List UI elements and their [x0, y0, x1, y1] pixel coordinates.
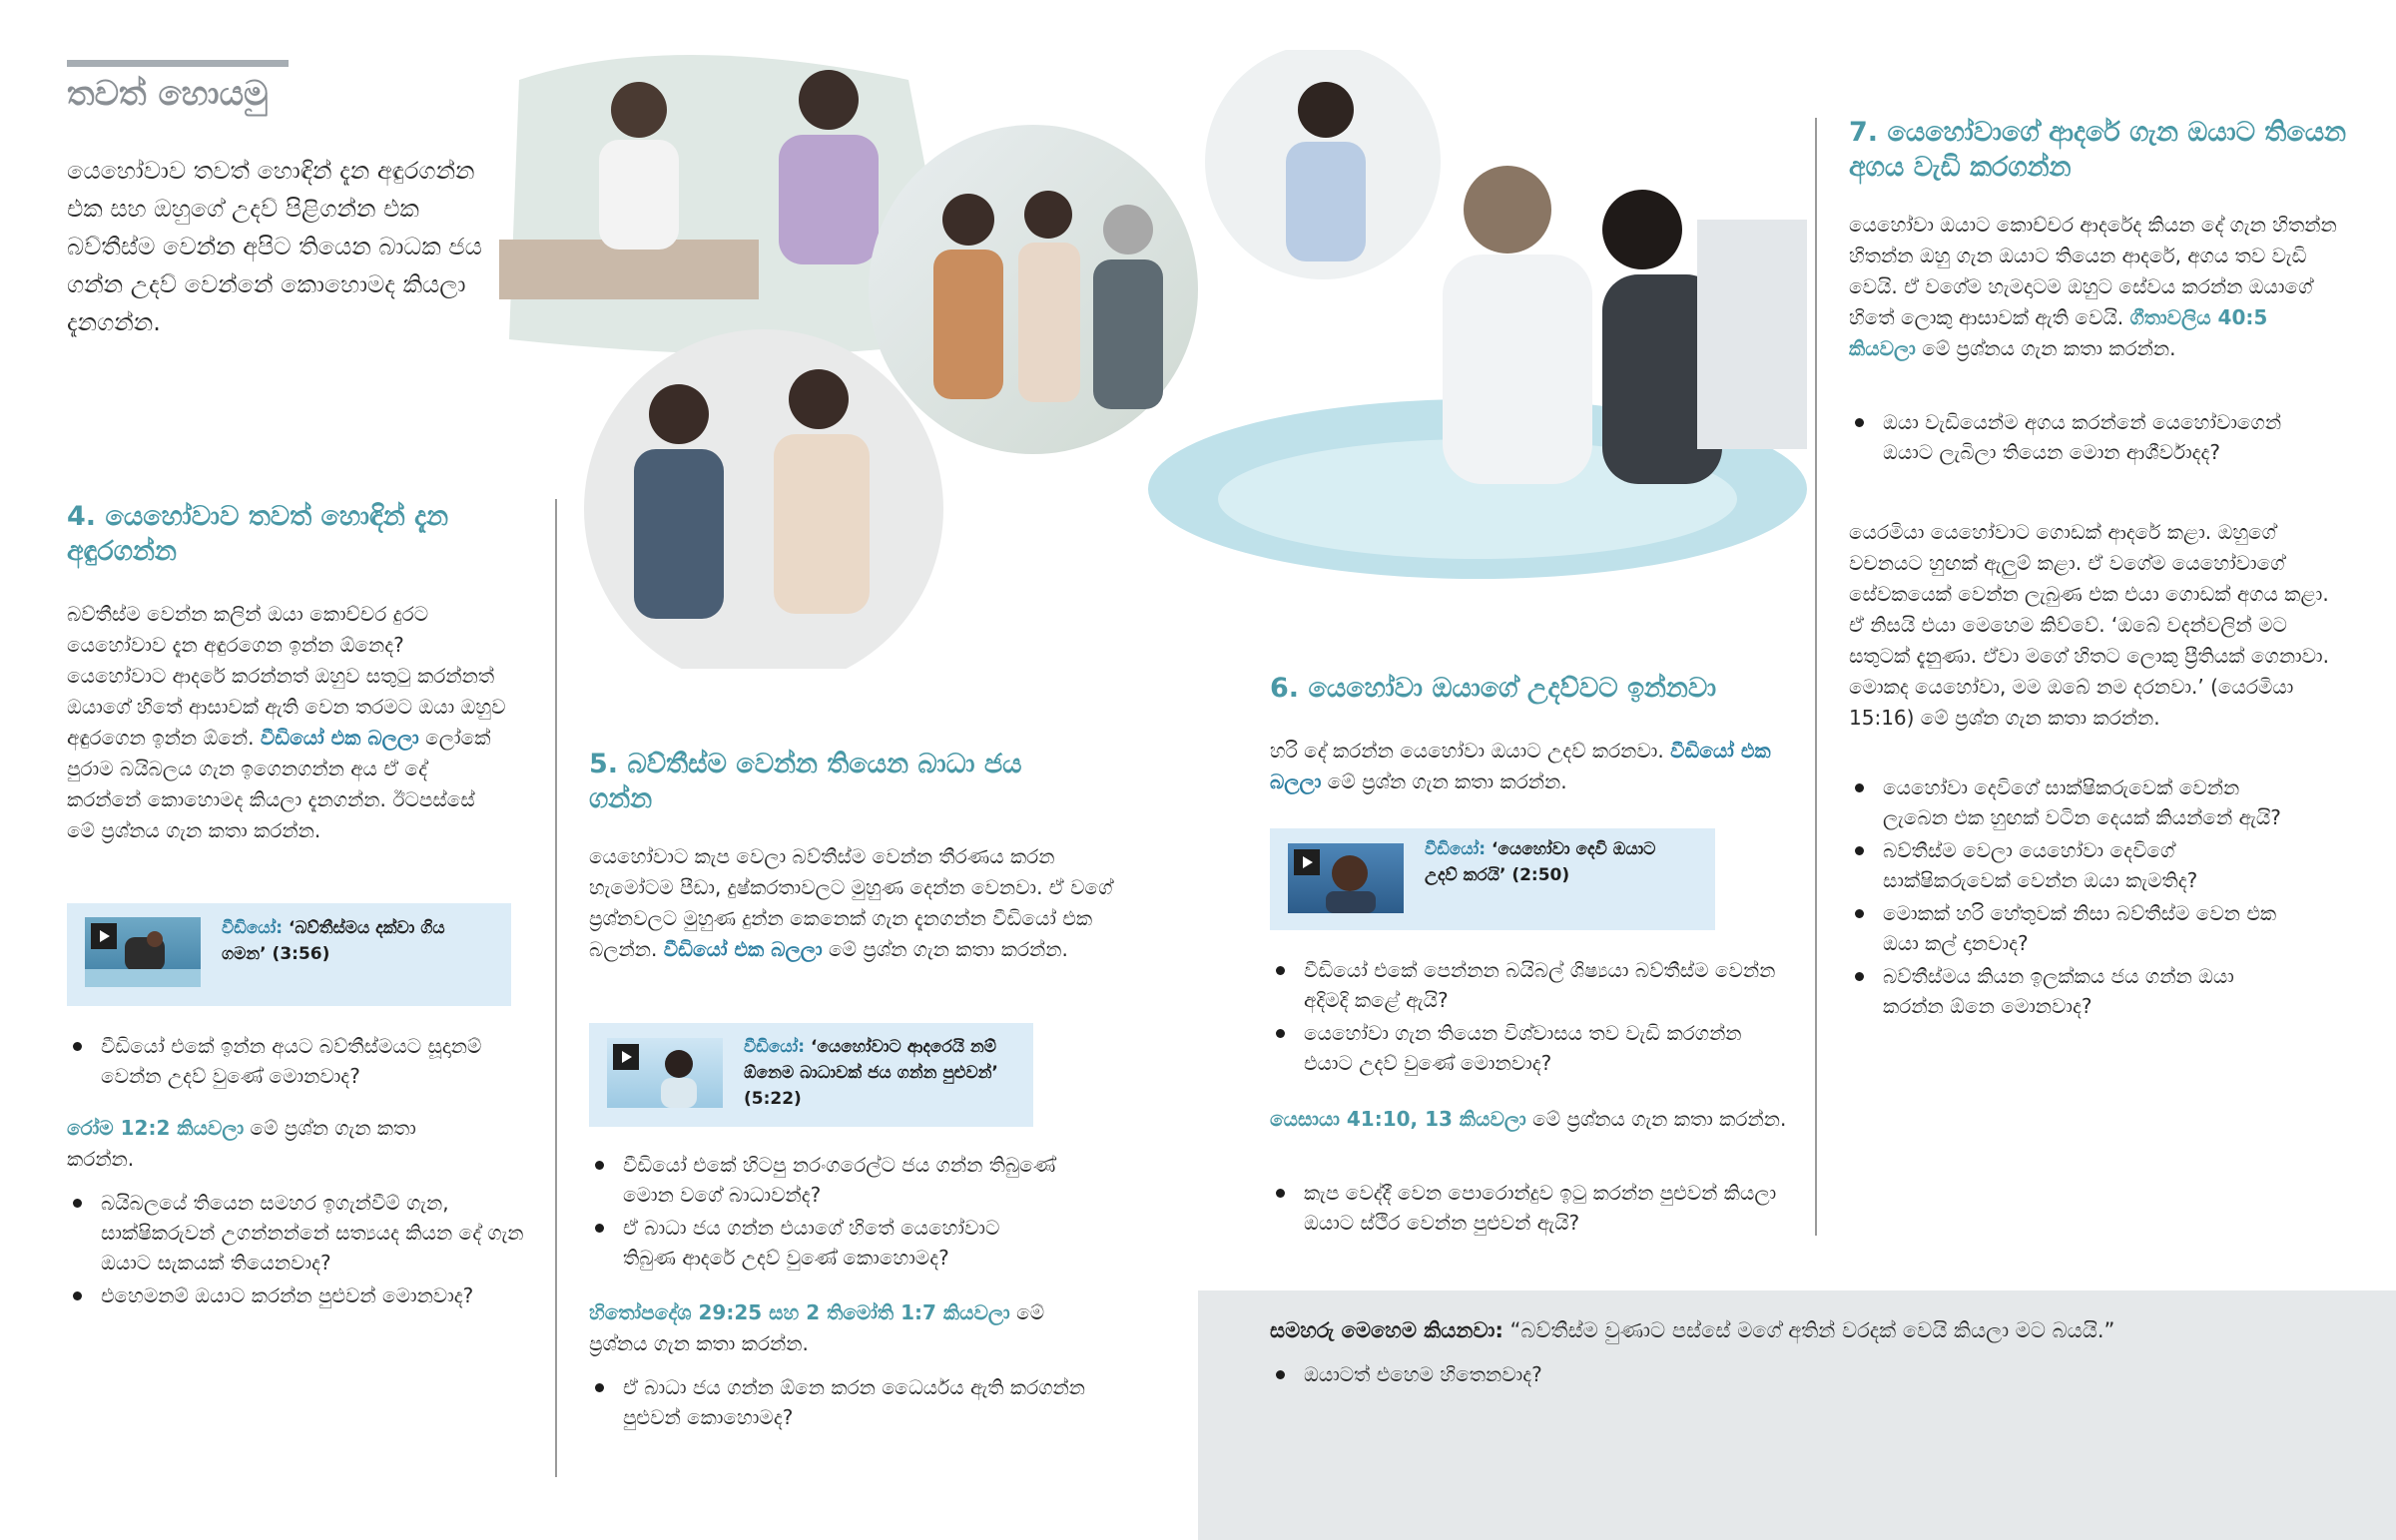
- section4-bullets2: [67, 1188, 526, 1313]
- intro-text: යෙහෝවාව තවත් හොඳින් දැන අඳුරගන්න එක සහ ඔහුගේ උදව් පිළිගන්න එක බව්තීස්ම වෙන්න අපිට තියෙන බාධක ජය ගන්න උදව් වෙන්නේ කොහොමද කියලා දැනගන්න.: [67, 157, 482, 336]
- list-item: මොකක් හරි හේතුවක් නිසා බව්තීස්ම වෙන එක ඔයා කල් දානවාද?: [1849, 898, 2288, 958]
- section5-video-thumbnail[interactable]: [607, 1038, 723, 1108]
- quote-text: “බව්තීස්ම වුණාට පස්සේ මගේ අතින් වරදක් වෙයි කියලා මට බයයි.”: [1509, 1318, 2115, 1342]
- list-item: යෙහෝවා දෙවිගේ සාක්ෂිකරුවෙක් වෙන්න ලැබෙන එක හුඟක් වටින දෙයක් කියන්නේ ඇයි?: [1849, 772, 2288, 832]
- section4-video-info: [222, 915, 491, 967]
- section5-video-card[interactable]: [589, 1023, 1033, 1127]
- section5-body: [589, 841, 1118, 965]
- section6-video-link[interactable]: වීඩියෝ එක බලලා: [1270, 739, 1771, 793]
- section5-heading: 5. බව්තීස්ම වෙන්න තියෙන බාධා ජය ගන්න: [589, 749, 1022, 814]
- section5-scripture-link[interactable]: හිතෝපදේශ 29:25 සහ 2 තිමෝති 1:7 කියවලා: [589, 1300, 1010, 1324]
- section4-scripture-link[interactable]: රෝම 12:2 කියවලා: [67, 1116, 245, 1140]
- section6-bullets1: [1270, 955, 1789, 1081]
- quote-bullets: [1270, 1359, 1969, 1392]
- quote-line: [1270, 1315, 2368, 1346]
- section5-video-info: [744, 1034, 1023, 1112]
- section6-video-thumbnail[interactable]: [1288, 843, 1404, 913]
- intro-title: තවත් හොයමු: [67, 74, 269, 114]
- quote-lead: සමහරු මෙහෙම කියනවා:: [1270, 1318, 1503, 1342]
- section4-video-card[interactable]: [67, 903, 511, 1006]
- section4-video-link[interactable]: වීඩියෝ එක බලලා: [260, 726, 419, 750]
- section4-scripture-line: [67, 1113, 486, 1175]
- list-item: වීඩියෝ එකේ පෙන්නන බයිබල් ශිෂ්‍යයා බව්තීස්ම වෙන්න අදිමදි කළේ ඇයි?: [1270, 955, 1789, 1015]
- section4-bullets1: [67, 1031, 506, 1094]
- list-item: බයිබලයේ තියෙන සමහර ඉගැන්වීම් ගැන, සාක්ෂිකරුවන් උගන්නන්නේ සත්‍යයද කියන දේ ගැන ඔයාට සැකයක් තියෙනවාද?: [67, 1188, 526, 1278]
- illustration-group-right: [1058, 50, 1807, 639]
- list-item: ඔයාටත් එහෙම හිතෙනවාද?: [1270, 1359, 1969, 1389]
- section4-scripture-after: මේ ප්‍රශ්න ගැන කතා කරන්න.: [67, 1116, 416, 1171]
- video-title: ‘බව්තීස්මය දක්වා ගිය ගමන’ (3:56): [222, 918, 445, 964]
- section7-heading: 7. යෙහෝවාගේ ආදරේ ගැන ඔයාට තියෙන අගය වැඩි කරගන්න: [1849, 117, 2347, 183]
- video-title: ‘යෙහෝවා දෙවි ඔයාට උදව් කරයි’ (2:50): [1425, 839, 1656, 885]
- section5-video-link[interactable]: වීඩියෝ එක බලලා: [663, 937, 823, 961]
- column-divider-2: [1815, 118, 1817, 1236]
- section7-body: [1849, 210, 2338, 364]
- section4-text: බව්තීස්ම වෙන්න කලින් ඔයා කොච්චර දුරට යෙහෝවාව දැන අඳුරගෙන ඉන්න ඕනෙද? යෙහෝවාට ආදරේ කරන්නත් ඔහුව සතුටු කරන්නත් ඔයාගේ හිතේ ආසාවක් ඇති වෙන තරමට ඔයා ඔහුව අඳුරගෙන ඉන්න ඕනේ.: [67, 602, 506, 750]
- list-item: කැප වෙද්දී වෙන පොරොන්දුව ඉටු කරන්න පුළුවන් කියලා ඔයාට ස්ථිර වෙන්න පුළුවන් ඇයි?: [1270, 1178, 1789, 1238]
- play-icon[interactable]: [1294, 849, 1320, 875]
- section6-scripture-line: [1270, 1104, 1789, 1135]
- list-item: වීඩියෝ එකේ ඉන්න අයට බව්තීස්මයට සූදානම් වෙන්න උදව් වුණේ මොනවාද?: [67, 1031, 506, 1091]
- list-item: ඒ බාධා ජය ගන්න ඕනෙ කරන ධෛර්යය ඇති කරගන්න පුළුවන් කොහොමද?: [589, 1372, 1088, 1432]
- section5-bullets1: [589, 1150, 1058, 1276]
- section5-text-after: මේ ප්‍රශ්න ගැන කතා කරන්න.: [829, 937, 1068, 961]
- play-icon[interactable]: [91, 923, 117, 949]
- section6-text: හරි දේ කරන්න යෙහෝවා ඔයාට උදව් කරනවා.: [1270, 739, 1664, 763]
- section5-bullets2: [589, 1372, 1088, 1435]
- list-item: බව්තීස්ම වෙලා යෙහෝවා දෙවිගේ සාක්ෂිකරුවෙක් වෙන්න ඔයා කැමතිද?: [1849, 835, 2288, 895]
- list-item: එහෙමනම් ඔයාට කරන්න පුළුවන් මොනවාද?: [67, 1281, 526, 1310]
- intro-title-rule: [67, 60, 289, 67]
- section6-heading: 6. යෙහෝවා ඔයාගේ උදව්වට ඉන්නවා: [1270, 673, 1717, 704]
- section6-video-info: [1425, 836, 1694, 888]
- video-label: වීඩියෝ:: [1425, 839, 1487, 859]
- list-item: බව්තීස්මය කියන ඉලක්කය ජය ගන්න ඔයා කරන්න ඕනෙ මොනවාද?: [1849, 961, 2288, 1021]
- section7-scripture-link[interactable]: ගීතාවලිය 40:5 කියවලා: [1849, 305, 2268, 360]
- section7-text: යෙහෝවා ඔයාට කොච්චර ආදරේද කියන දේ ගැන හිතන්න හිතන්න ඔහු ගැන ඔයාට තියෙන ආදරේ, අගය තව වැඩි වෙයි. ඒ වගේම හැමදාටම ඔහුට සේවය කරන්න ඔයාගේ හිතේ ලොකු ආසාවක් ඇති වෙයි.: [1849, 213, 2337, 329]
- section5-scripture-line: [589, 1297, 1108, 1359]
- play-icon[interactable]: [613, 1044, 639, 1070]
- section4-text2: ලෝකේ පුරාම බයිබලය ගැන ඉගෙනගන්න අය ඒ දේ කරන්නේ කොහොමද කියලා දැනගන්න. ඊටපස්සේ මේ ප්‍රශ්නය ගැන කතා කරන්න.: [67, 726, 491, 842]
- section6-body: [1270, 736, 1779, 797]
- video-label: වීඩියෝ:: [222, 918, 284, 938]
- section7-para2: යෙරමියා යෙහෝවාට ගොඩක් ආදරේ කළා. ඔහුගේ වචනයට හුඟක් ඇලුම් කළා. ඒ වගේම යෙහෝවාගේ සේවකයෙක් වෙන්න ලැබුණ එක එයා ගොඩක් අගය කළා. ඒ නිසයි එයා මෙහෙම කිව්වේ. ‘ඔබේ වදන්වලින් මට සතුටක් දැනුණා. ඒවා මගේ හිතට ලොකු ප්‍රීතියක් ගෙනාවා. මොකද යෙහෝවා, මම ඔබේ නම දරනවා.’ (යෙරමියා 15:16) මේ ප්‍රශ්න ගැන කතා කරන්න.: [1849, 520, 2329, 730]
- section5-text: යෙහෝවාට කැප වෙලා බව්තීස්ම වෙන්න තීරණය කරන හැමෝටම පීඩා, දුෂ්කරතාවලට මුහුණ දෙන්න වෙනවා. ඒ වගේ ප්‍රශ්නවලට මුහුණ දුන්න කෙනෙක් ගැන දැනගන්න වීඩියෝ එක බලන්න.: [589, 844, 1113, 961]
- section7-bullets2: [1849, 772, 2288, 1024]
- list-item: වීඩියෝ එකේ හිටපු නරංගරෙල්ට ජය ගන්න තිබුණේ මොන වගේ බාධාවන්ද?: [589, 1150, 1058, 1210]
- column-divider-1: [555, 499, 557, 1477]
- section4-video-thumbnail[interactable]: [85, 917, 201, 987]
- video-title: ‘යෙහෝවාට ආදරෙයි නම් ඕනෙම බාධාවක් ජය ගන්න පුළුවන්’ (5:22): [744, 1037, 998, 1109]
- video-label: වීඩියෝ:: [744, 1037, 806, 1057]
- section7-bullets1: [1849, 407, 2288, 470]
- section6-text-after: මේ ප්‍රශ්න ගැන කතා කරන්න.: [1327, 770, 1567, 793]
- section6-bullets2: [1270, 1178, 1789, 1241]
- list-item: ඒ බාධා ජය ගන්න එයාගේ හිතේ යෙහෝවාට තිබුණ ආදරේ උදව් වුණේ කොහොමද?: [589, 1213, 1058, 1273]
- section6-video-card[interactable]: [1270, 828, 1715, 930]
- list-item: යෙහෝවා ගැන තියෙන විශ්වාසය තව වැඩි කරගන්න එයාට උදව් වුණේ මොනවාද?: [1270, 1018, 1789, 1078]
- section6-scripture-after: මේ ප්‍රශ්නය ගැන කතා කරන්න.: [1532, 1107, 1787, 1131]
- section4-heading: 4. යෙහෝවාව තවත් හොඳින් දැන අඳුරගන්න: [67, 501, 449, 567]
- section6-scripture-link[interactable]: යෙසායා 41:10, 13 කියවලා: [1270, 1107, 1526, 1131]
- list-item: ඔයා වැඩියෙන්ම අගය කරන්නේ යෙහෝවාගෙන් ඔයාට ලැබිලා තියෙන මොන ආශීර්වාදද?: [1849, 407, 2288, 467]
- section7-scripture-after: මේ ප්‍රශ්නය ගැන කතා කරන්න.: [1922, 336, 2176, 360]
- section5-scripture-after: මේ ප්‍රශ්නය ගැන කතා කරන්න.: [589, 1300, 1045, 1355]
- section4-body: [67, 599, 506, 846]
